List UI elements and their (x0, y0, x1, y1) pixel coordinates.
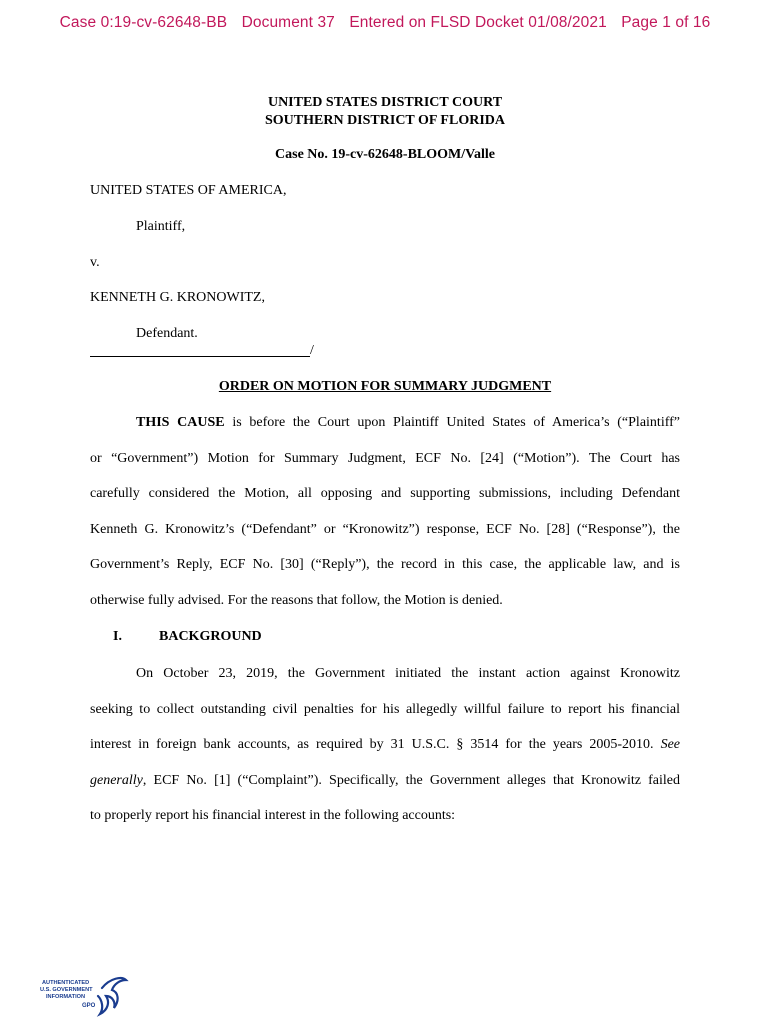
stamp-case-number: Case 0:19-cv-62648-BB (59, 14, 228, 31)
paragraph-line: carefully considered the Motion, all opposing and supporting submissions, including Defendant (90, 486, 680, 501)
court-district: SOUTHERN DISTRICT OF FLORIDA (265, 113, 505, 128)
court-heading (0, 94, 770, 130)
eagle-icon (98, 978, 126, 1014)
paragraph-line: otherwise fully advised. For the reasons that follow, the Motion is denied. (90, 592, 503, 608)
defendant-role: Defendant. (136, 326, 198, 341)
stamp-document-number: Document 37 (241, 14, 335, 31)
docket-stamp (0, 14, 770, 32)
paragraph-line (90, 772, 680, 808)
section-title: BACKGROUND (159, 629, 262, 644)
plaintiff-role: Plaintiff, (136, 219, 186, 234)
logo-text-gpo: GPO (82, 1003, 96, 1009)
paragraph-line: On October 23, 2019, the Government initiated the instant action against Kronowitz (136, 666, 680, 681)
paragraph-intro (90, 414, 680, 627)
stamp-page-number: Page 1 of 16 (621, 14, 711, 31)
logo-text-authenticated: AUTHENTICATED (42, 980, 90, 986)
paragraph-line: to properly report his financial interest in the following accounts: (90, 808, 456, 823)
generally-signal: generally (90, 772, 143, 788)
defendant-name: KENNETH G. KRONOWITZ, (90, 290, 265, 305)
paragraph-background (90, 665, 680, 843)
court-name: UNITED STATES DISTRICT COURT (267, 95, 503, 110)
paragraph-text: is before the Court upon Plaintiff United States of America’s (“Plaintiff” (224, 415, 680, 430)
caption-rule (90, 344, 310, 357)
paragraph-line: or “Government”) Motion for Summary Judgment, ECF No. [24] (“Motion”). The Court has (90, 450, 680, 466)
plaintiff-name: UNITED STATES OF AMERICA, (90, 183, 287, 198)
logo-text-us-government: U.S. GOVERNMENT (40, 987, 93, 993)
logo-text-information: INFORMATION (46, 994, 86, 1000)
this-cause-lead: THIS CAUSE (136, 415, 225, 430)
section-number: I. (113, 629, 122, 644)
gpo-authentication-logo (40, 970, 130, 1018)
paragraph-text: , ECF No. [1] (“Complaint”). Specifically, the Government alleges that Kronowitz failed (142, 772, 680, 788)
order-title: ORDER ON MOTION FOR SUMMARY JUDGMENT (218, 379, 552, 394)
paragraph-line: Government’s Reply, ECF No. [30] (“Reply”), the record in this case, the applicable law, and is (90, 557, 680, 572)
versus: v. (90, 255, 100, 270)
paragraph-line (90, 736, 680, 772)
section-heading (113, 629, 262, 645)
paragraph-line: Kenneth G. Kronowitz’s (“Defendant” or “Kronowitz”) response, ECF No. [28] (“Response”), the (90, 521, 680, 537)
stamp-entered-date: Entered on FLSD Docket 01/08/2021 (349, 14, 607, 31)
paragraph-text: interest in foreign bank accounts, as required by 31 U.S.C. § 3514 for the years 2005-2010. (90, 737, 661, 752)
caption-slash: / (310, 343, 314, 358)
paragraph-line (90, 414, 680, 450)
case-number: Case No. 19-cv-62648-BLOOM/Valle (275, 147, 495, 162)
paragraph-line: seeking to collect outstanding civil penalties for his allegedly willful failure to report his financial (90, 701, 680, 717)
see-signal: See (660, 737, 680, 752)
